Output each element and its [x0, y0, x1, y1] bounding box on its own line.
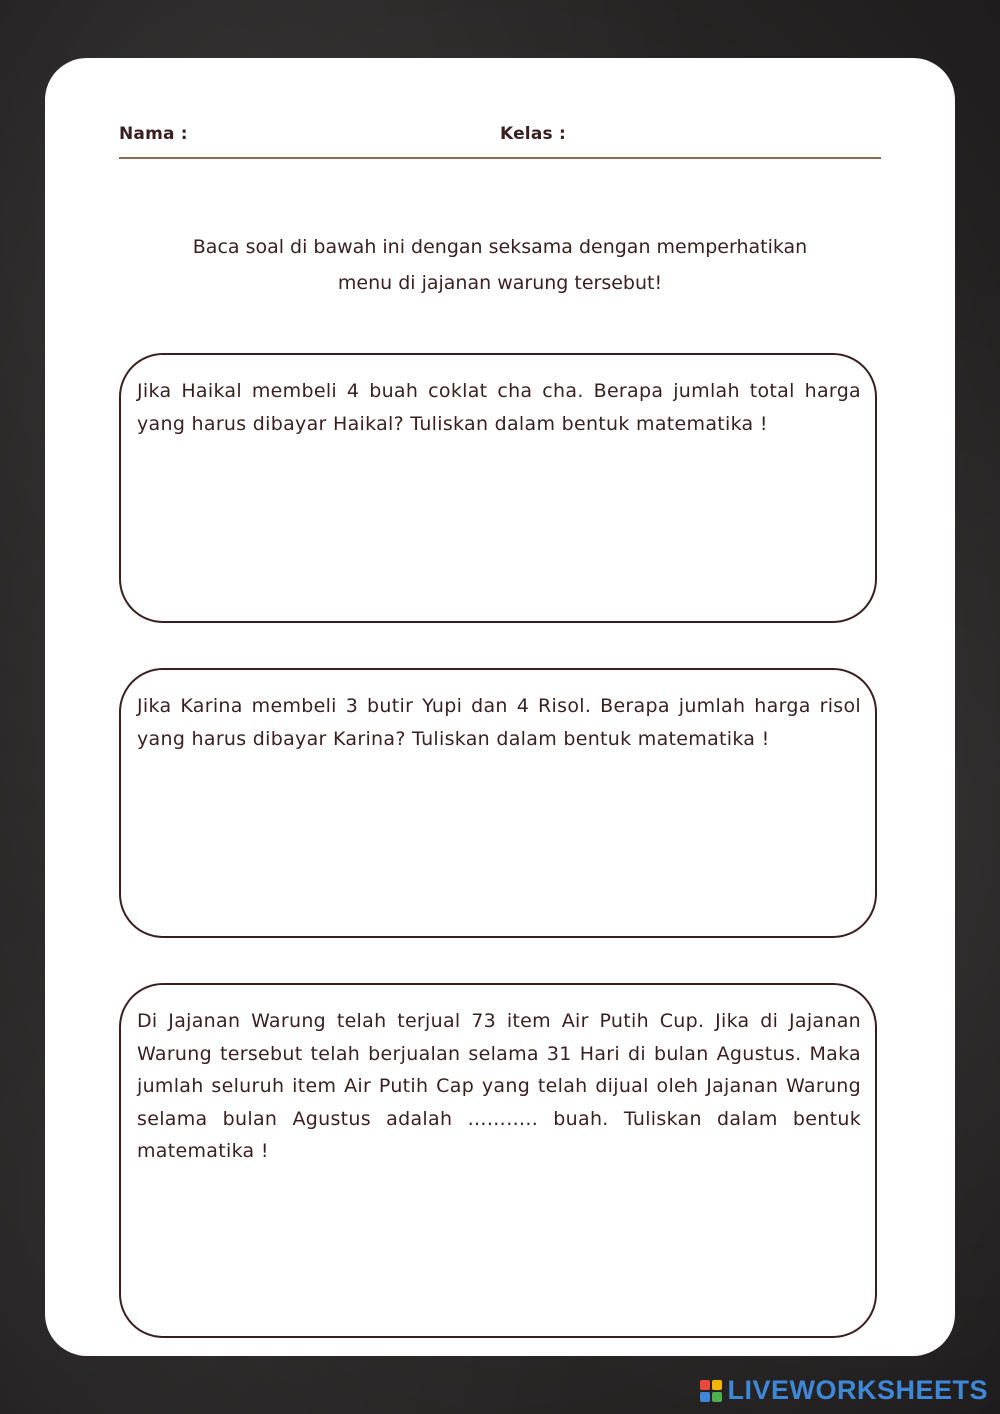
instruction-text	[119, 229, 881, 301]
question-text-1: Jika Haikal membeli 4 buah coklat cha cha. Berapa jumlah total harga yang harus dibayar Haikal? Tuliskan dalam bentuk matematika !	[137, 380, 861, 435]
question-box-3[interactable]	[119, 983, 877, 1338]
logo-square-green	[712, 1392, 722, 1402]
logo-square-red	[700, 1380, 710, 1390]
logo-square-blue	[700, 1392, 710, 1402]
watermark-text: LIVEWORKSHEETS	[727, 1375, 988, 1405]
question-box-1[interactable]	[119, 353, 877, 623]
question-box-2[interactable]	[119, 668, 877, 938]
logo-square-yellow	[712, 1380, 722, 1390]
question-text-2: Jika Karina membeli 3 butir Yupi dan 4 Risol. Berapa jumlah harga risol yang harus dibayar Karina? Tuliskan dalam bentuk matematika !	[137, 695, 861, 750]
name-label: Nama :	[119, 124, 188, 144]
question-text-3: Di Jajanan Warung telah terjual 73 item Air Putih Cup. Jika di Jajanan Warung tersebut telah berjualan selama 31 Hari di bulan Agustus. Maka jumlah seluruh item Air Putih Cap yang telah dijual oleh Jajanan Warung selama bulan Agustus adalah ……….. buah. Tuliskan dalam bentuk matematika !	[137, 1010, 861, 1162]
liveworksheets-watermark	[700, 1375, 988, 1406]
class-label: Kelas :	[500, 124, 566, 144]
liveworksheets-logo-icon	[700, 1380, 722, 1402]
instruction-line-2: menu di jajanan warung tersebut!	[337, 272, 663, 294]
header-divider	[119, 157, 881, 159]
instruction-line-1: Baca soal di bawah ini dengan seksama dengan memperhatikan	[192, 236, 808, 258]
